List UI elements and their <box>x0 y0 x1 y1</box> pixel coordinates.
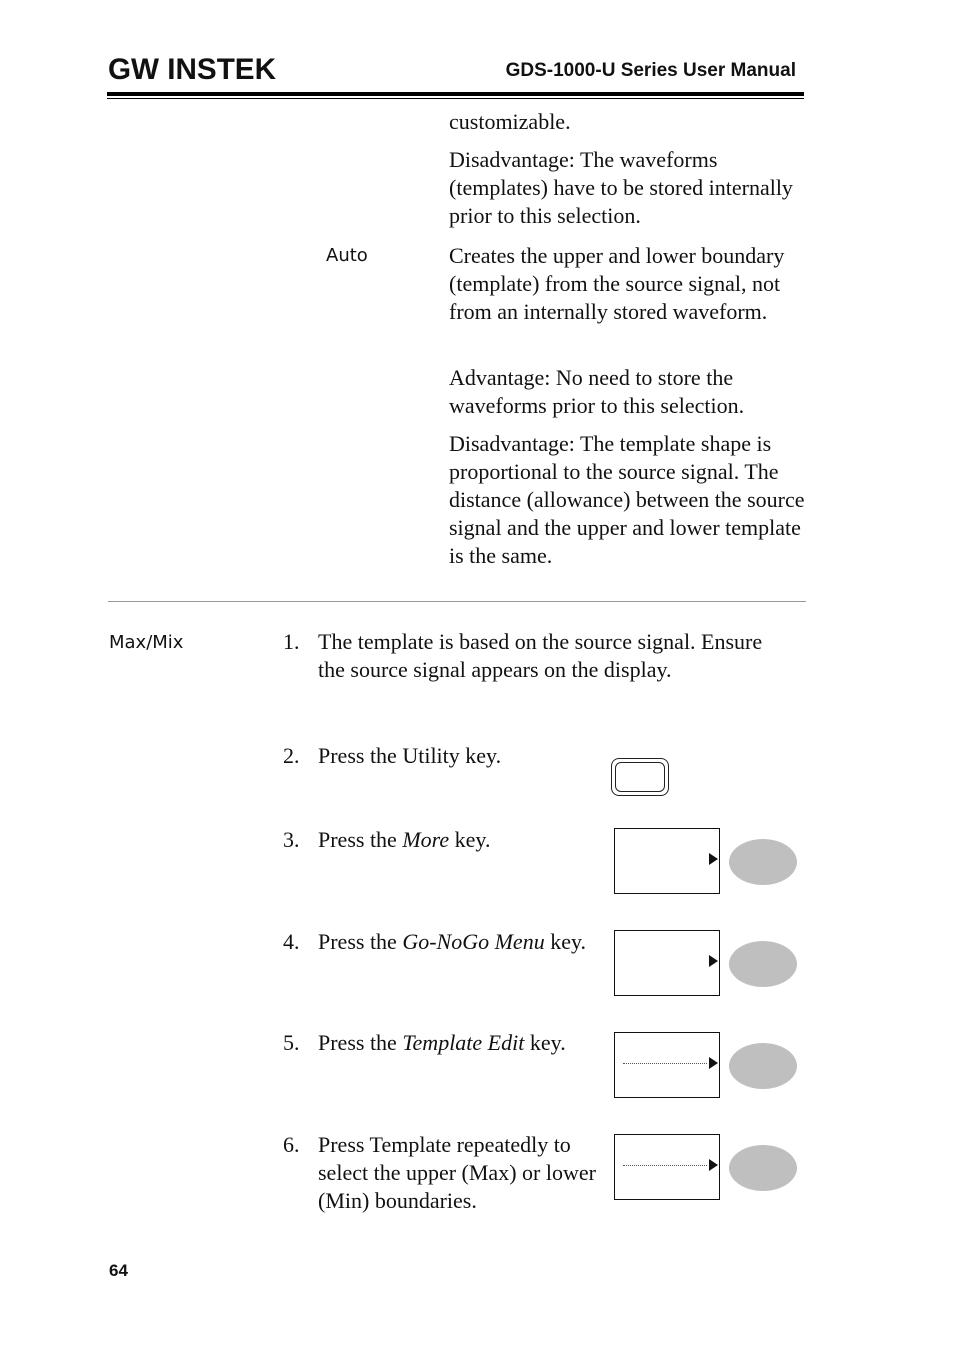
section-divider <box>108 601 806 602</box>
step-number: 4. <box>283 929 300 954</box>
auto-label: Auto <box>326 245 368 266</box>
auto-disadvantage: Disadvantage: The template shape is proportional to the source signal. The distance (allowance) between the source signal and the upper and lower template is the same. <box>449 431 805 568</box>
menu-softkey-label-icon <box>614 1032 720 1098</box>
svg-text:GW INSTEK: GW INSTEK <box>108 53 277 86</box>
step-text: Press the Utility key. <box>318 743 502 768</box>
step-number: 3. <box>283 827 300 852</box>
menu-softkey-label-icon <box>614 828 720 894</box>
manual-title: GDS-1000-U Series User Manual <box>505 60 796 81</box>
menu-softkey-label-icon <box>614 930 720 996</box>
key-name: More <box>402 827 450 852</box>
dotted-line-icon <box>623 1165 707 1166</box>
header-rule-thin <box>107 98 804 99</box>
arrow-right-icon <box>709 853 718 865</box>
step-text: Press Template repeatedly to select the upper (Max) or lower (Min) boundaries. <box>318 1132 596 1213</box>
soft-button-icon <box>729 1145 797 1191</box>
arrow-right-icon <box>709 1057 718 1069</box>
manual-disadvantage-text: Disadvantage: The waveforms (templates) have to be stored internally prior to this selection. <box>449 147 793 228</box>
soft-button-icon <box>729 1043 797 1089</box>
continuation-text: customizable. <box>449 109 571 134</box>
key-name: Go-NoGo Menu <box>402 929 545 954</box>
dotted-line-icon <box>623 1063 707 1064</box>
step-number: 2. <box>283 743 300 768</box>
step-number: 6. <box>283 1132 300 1157</box>
arrow-right-icon <box>709 955 718 967</box>
step-text: The template is based on the source signal. Ensure the source signal appears on the display. <box>318 629 763 682</box>
step-number: 1. <box>283 629 300 654</box>
key-name: Template Edit <box>402 1030 525 1055</box>
soft-button-icon <box>729 839 797 885</box>
arrow-right-icon <box>709 1159 718 1171</box>
step-number: 5. <box>283 1030 300 1055</box>
auto-advantage: Advantage: No need to store the waveforms prior to this selection. <box>449 365 745 418</box>
header-rule-thick <box>107 92 804 96</box>
step-text: Press the Template Edit key. <box>318 1030 566 1055</box>
maxmin-label: Max/Mix <box>109 632 184 653</box>
auto-description: Creates the upper and lower boundary (template) from the source signal, not from an internally stored waveform. <box>449 243 785 324</box>
step-text: Press the Go-NoGo Menu key. <box>318 929 587 954</box>
step-text: Press the More key. <box>318 827 491 852</box>
menu-softkey-label-icon <box>614 1134 720 1200</box>
page-number: 64 <box>109 1261 128 1280</box>
soft-button-icon <box>729 941 797 987</box>
utility-key-icon <box>611 758 669 796</box>
gw-instek-logo <box>108 52 280 86</box>
